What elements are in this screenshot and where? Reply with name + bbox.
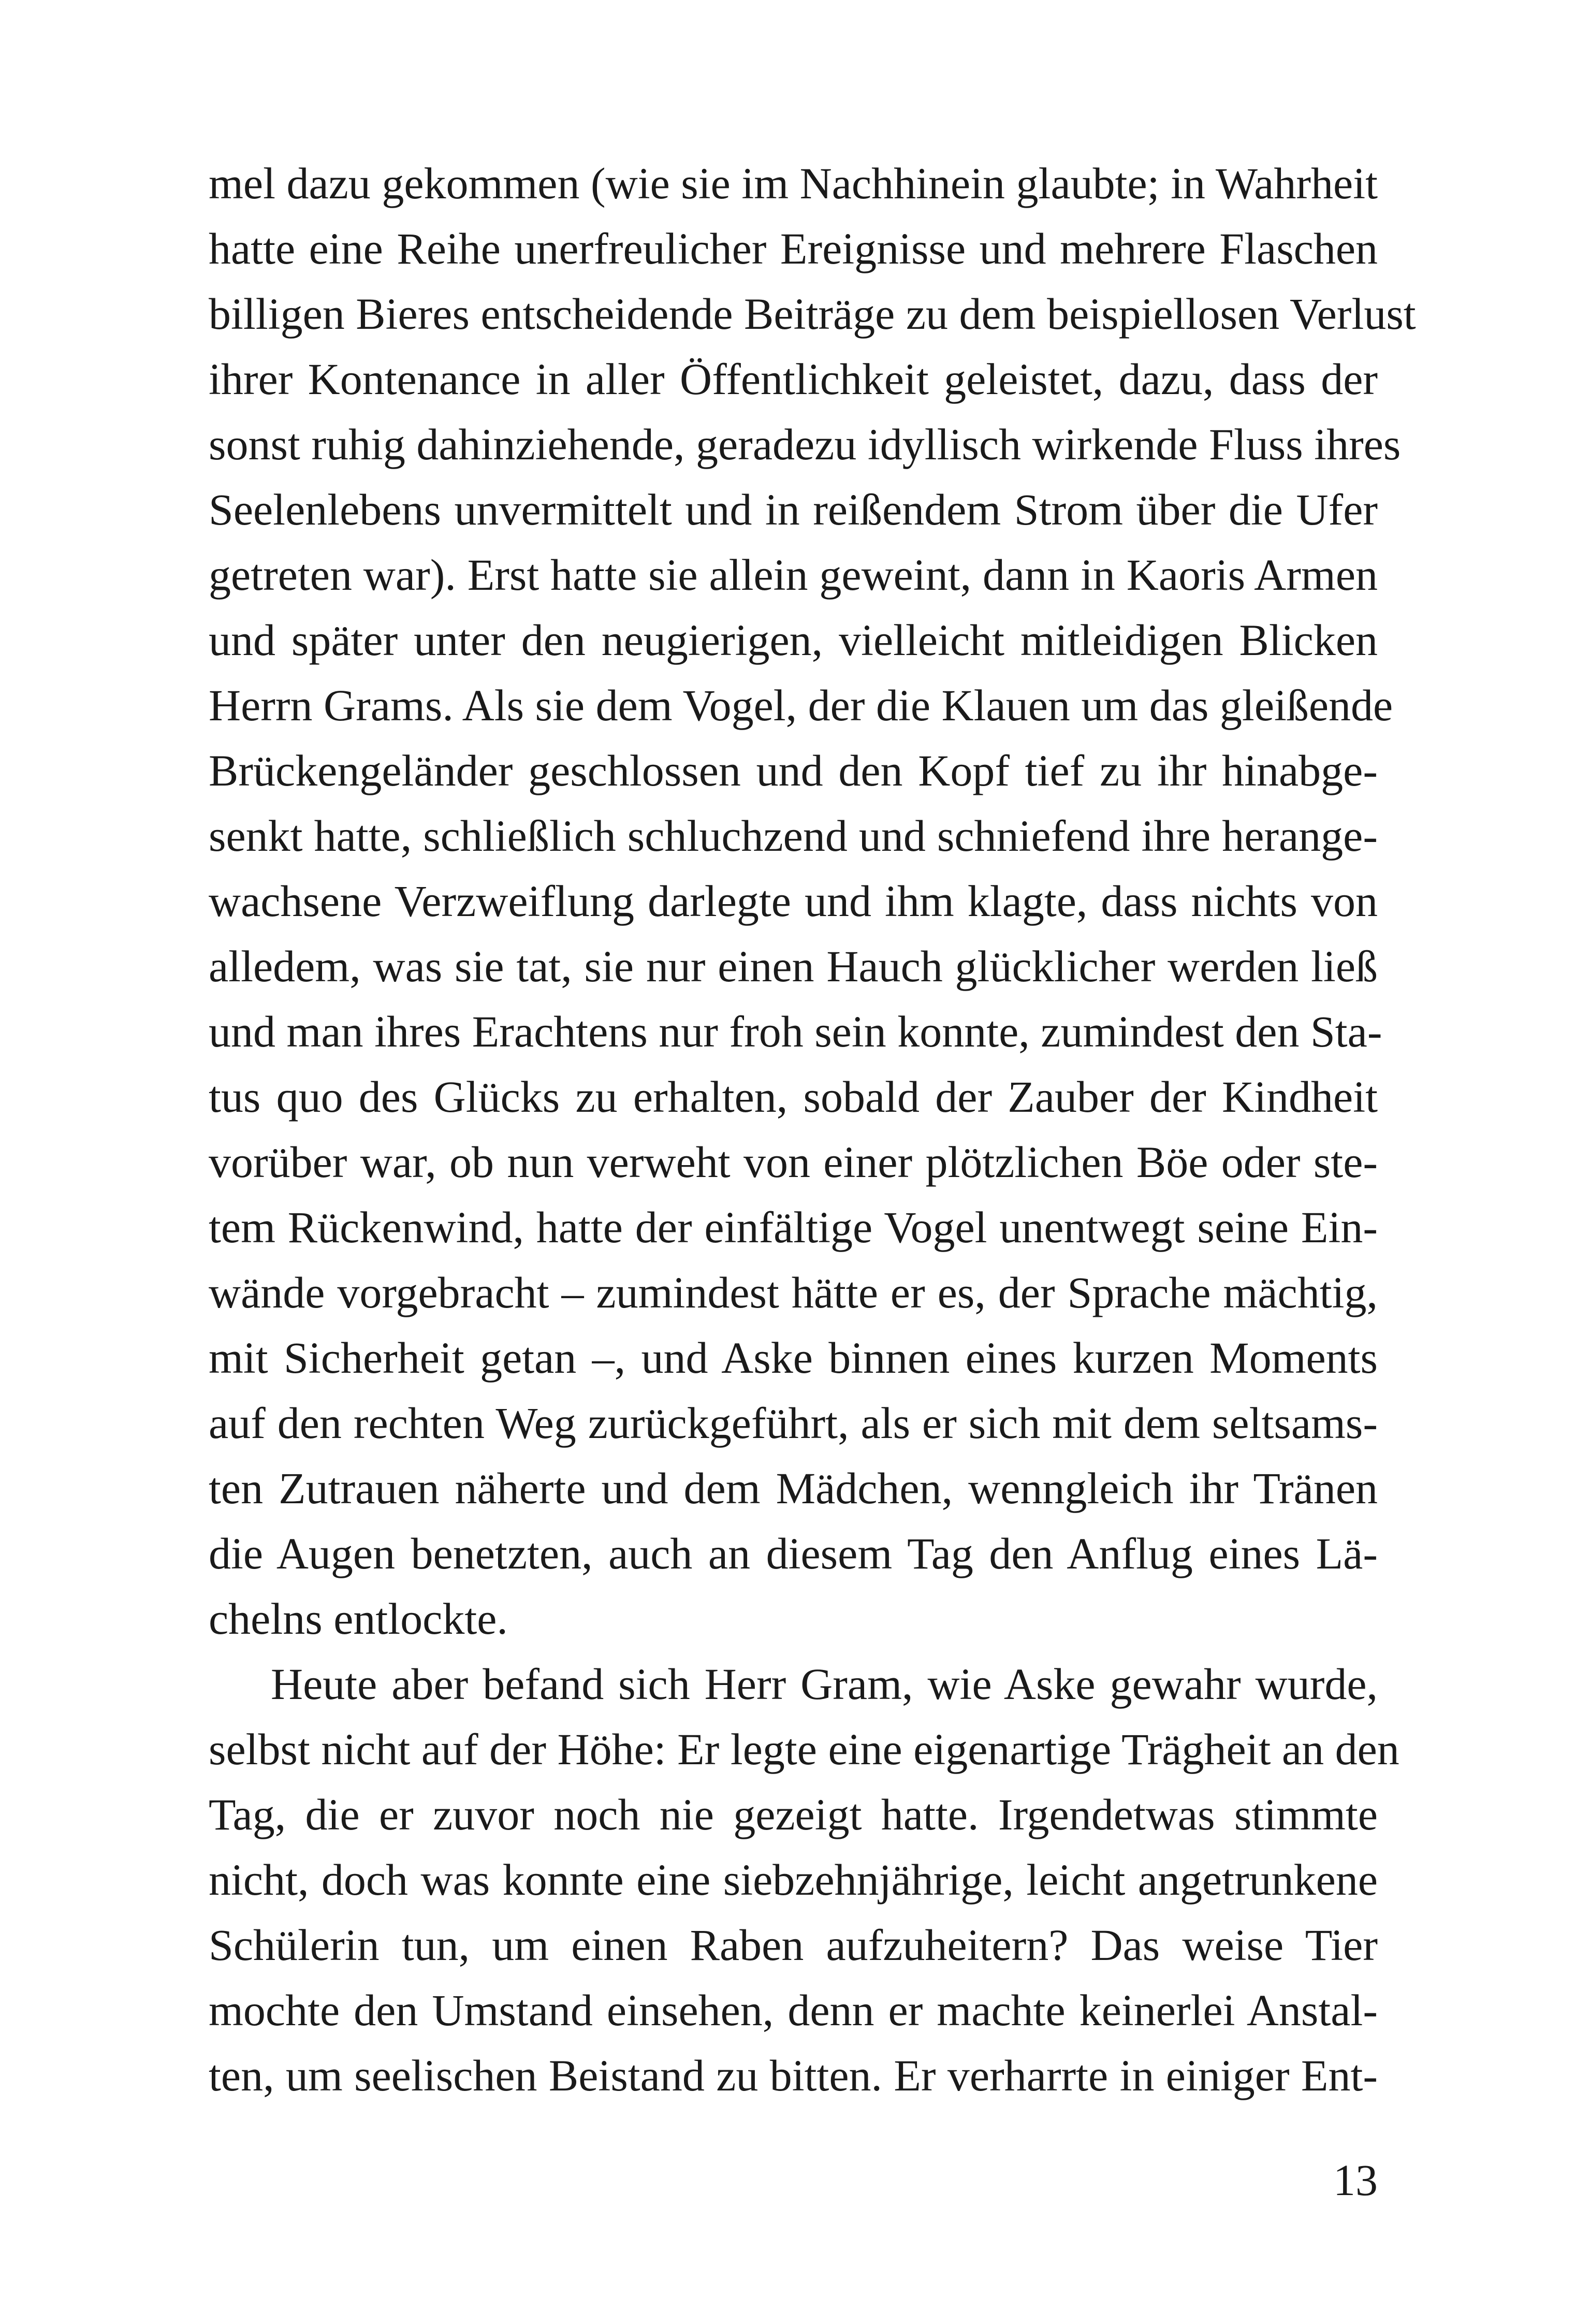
text-line: Seelenlebens unvermittelt und in reißendem Strom über die Ufer (209, 485, 1378, 534)
text-line: mel dazu gekommen (wie sie im Nachhinein glaubte; in Wahrheit (209, 158, 1378, 208)
text-line: vorüber war, ob nun verweht von einer plötzlichen Böe oder ste- (209, 1137, 1378, 1187)
text-line: mit Sicherheit getan –, und Aske binnen eines kurzen Moments (209, 1333, 1378, 1383)
text-line: tem Rückenwind, hatte der einfältige Vogel unentwegt seine Ein- (209, 1202, 1378, 1252)
text-line: chelns entlockte. (209, 1594, 508, 1644)
text-line: Brückengeländer geschlossen und den Kopf tief zu ihr hinabge- (209, 746, 1378, 795)
text-line: nicht, doch was konnte eine siebzehnjährige, leicht angetrunkene (209, 1855, 1378, 1905)
paragraph-2 (209, 1651, 1399, 2108)
text-line: senkt hatte, schließlich schluchzend und schniefend ihre herange- (209, 811, 1378, 861)
text-line: wände vorgebracht – zumindest hätte er es, der Sprache mächtig, (209, 1268, 1378, 1317)
text-line: mochte den Umstand einsehen, denn er machte keinerlei Anstal- (209, 1985, 1378, 2035)
text-line: ten Zutrauen näherte und dem Mädchen, wenngleich ihr Tränen (209, 1463, 1378, 1513)
text-line: Heute aber befand sich Herr Gram, wie Aske gewahr wurde, (271, 1659, 1378, 1709)
text-line: und später unter den neugierigen, vielleicht mitleidigen Blicken (209, 615, 1378, 665)
body-text (209, 151, 1416, 2108)
text-line: Tag, die er zuvor noch nie gezeigt hatte. Irgendetwas stimmte (209, 1790, 1378, 1839)
paragraph-1 (209, 151, 1416, 1651)
text-line: ihrer Kontenance in aller Öffentlichkeit geleistet, dazu, dass der (209, 354, 1378, 404)
text-line: auf den rechten Weg zurückgeführt, als er sich mit dem seltsams- (209, 1398, 1378, 1448)
text-line: billigen Bieres entscheidende Beiträge zu dem beispiellosen Verlust (209, 289, 1416, 339)
text-line: getreten war). Erst hatte sie allein geweint, dann in Kaoris Armen (209, 550, 1378, 600)
text-line: tus quo des Glücks zu erhalten, sobald der Zauber der Kindheit (209, 1072, 1378, 1122)
text-line: selbst nicht auf der Höhe: Er legte eine eigenartige Trägheit an den (209, 1724, 1399, 1774)
text-line: sonst ruhig dahinziehende, geradezu idyllisch wirkende Fluss ihres (209, 419, 1401, 469)
text-line: wachsene Verzweiflung darlegte und ihm klagte, dass nichts von (209, 876, 1378, 926)
text-line: hatte eine Reihe unerfreulicher Ereignisse und mehrere Flaschen (209, 224, 1378, 273)
text-line: alledem, was sie tat, sie nur einen Hauch glücklicher werden ließ (209, 941, 1378, 991)
text-line: Herrn Grams. Als sie dem Vogel, der die Klauen um das gleißende (209, 680, 1393, 730)
text-line: ten, um seelischen Beistand zu bitten. Er verharrte in einiger Ent- (209, 2051, 1378, 2100)
page-number: 13 (1333, 2155, 1378, 2205)
text-line: Schülerin tun, um einen Raben aufzuheitern? Das weise Tier (209, 1920, 1378, 1970)
text-line: und man ihres Erachtens nur froh sein konnte, zumindest den Sta- (209, 1007, 1382, 1056)
text-line: die Augen benetzten, auch an diesem Tag den Anflug eines Lä- (209, 1529, 1378, 1578)
